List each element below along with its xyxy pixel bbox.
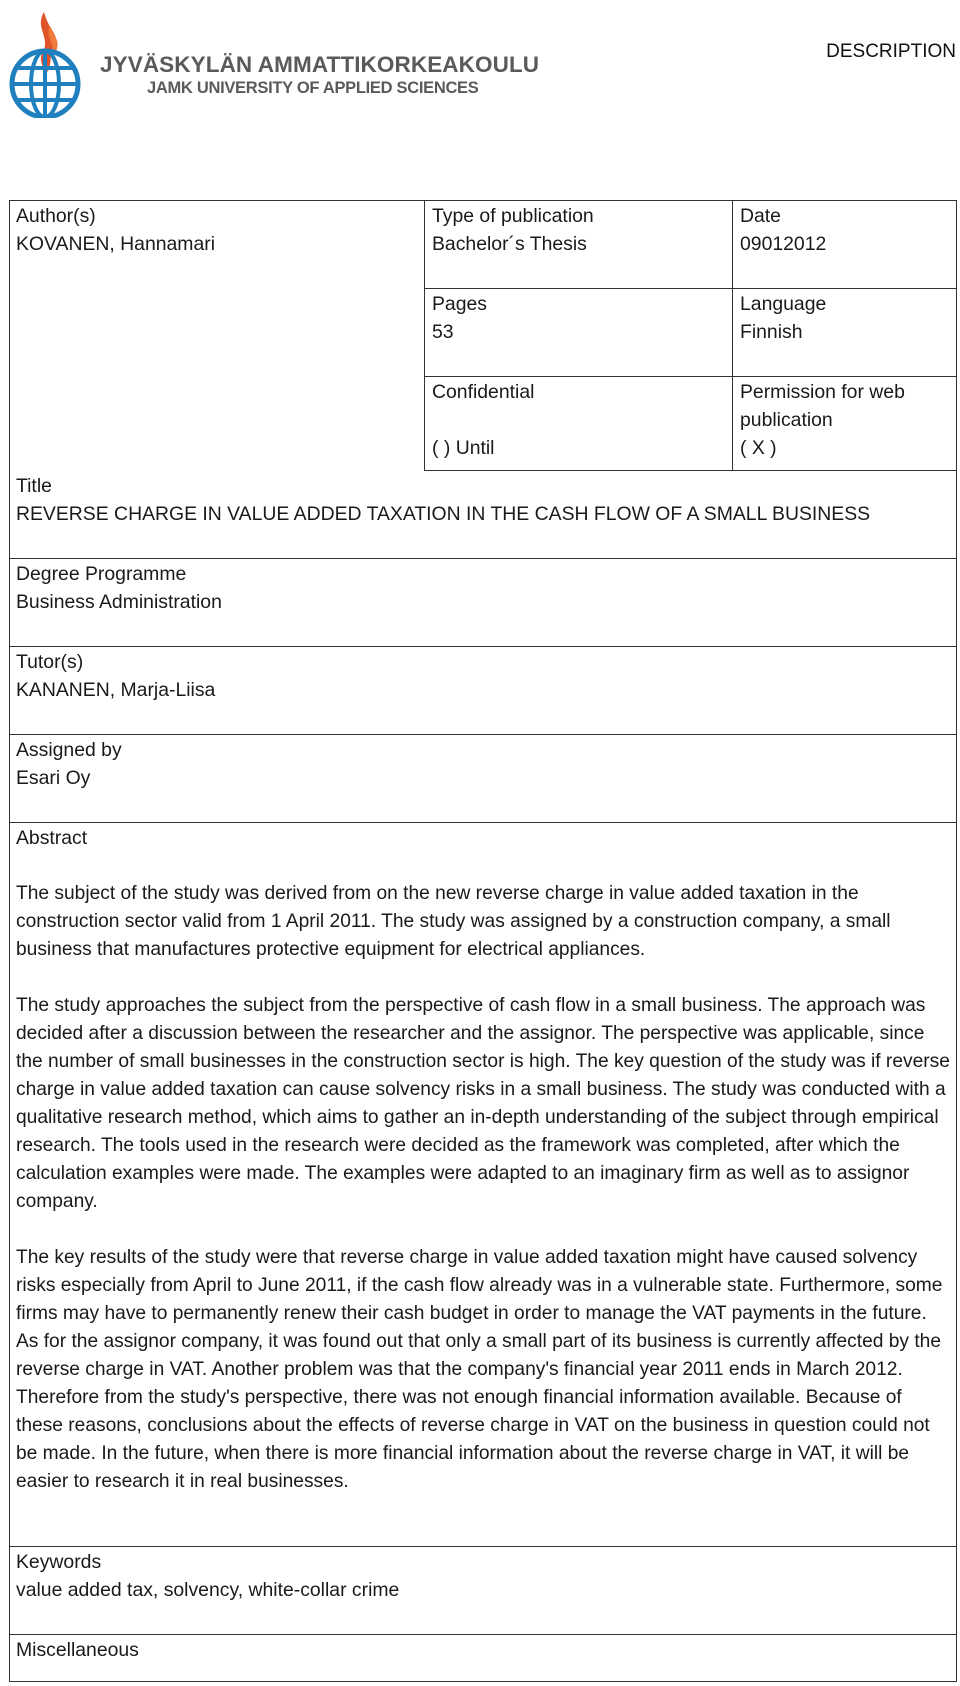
abstract-paragraph: The key results of the study were that reverse charge in value added taxation might have caused solvency risks especially from April to June 2011, if the cash flow already was in a vulnerable state. Furthermore, some firms may have to permanently renew their cash budget in order to manage the VAT payments in the future. As for the assignor company, it was found out that only a small part of its business is currently affected by the reverse charge in VAT. Another problem was that the company's financial year 2011 ends in March 2012. Therefore from the study's perspective, there was not enough financial information available. Because of these reasons, conclusions about the effects of reverse charge in VAT on the business in question could not be made. In the future, when there is more financial information about the reverse charge in VAT, it will be easier to research it in real businesses. — [16, 1247, 943, 1492]
institution-name-english: JAMK UNIVERSITY OF APPLIED SCIENCES — [147, 79, 479, 97]
publication-type-value: Bachelor´s Thesis — [432, 233, 587, 255]
authors-value: KOVANEN, Hannamari — [16, 233, 215, 255]
pages-cell — [424, 289, 732, 377]
tutors-value: KANANEN, Marja-Liisa — [16, 679, 216, 701]
divider — [10, 1634, 956, 1635]
divider — [10, 734, 956, 735]
degree-programme-label: Degree Programme — [16, 563, 187, 585]
title-label: Title — [16, 475, 52, 497]
keywords-label: Keywords — [16, 1551, 102, 1573]
miscellaneous-label: Miscellaneous — [16, 1639, 139, 1661]
description-form — [9, 200, 957, 1682]
institution-name: JYVÄSKYLÄN AMMATTIKORKEAKOULU — [100, 52, 540, 77]
keywords-value: value added tax, solvency, white-collar crime — [16, 1579, 400, 1601]
pages-value: 53 — [432, 321, 454, 343]
assigned-by-label: Assigned by — [16, 739, 122, 761]
document-type-label: DESCRIPTION — [826, 41, 956, 62]
confidential-label: Confidential — [432, 381, 535, 403]
language-cell — [732, 289, 956, 377]
divider — [10, 646, 956, 647]
date-cell — [732, 201, 956, 289]
tutors-label: Tutor(s) — [16, 651, 84, 673]
divider — [10, 558, 956, 559]
divider — [10, 1546, 956, 1547]
publication-type-cell — [424, 201, 732, 289]
confidential-cell — [424, 377, 732, 471]
divider — [10, 822, 956, 823]
confidential-value: ( ) Until — [432, 437, 495, 459]
abstract-label: Abstract — [16, 827, 88, 849]
web-permission-label-cont: publication — [740, 409, 833, 431]
jamk-logo-icon — [4, 8, 86, 118]
degree-programme-value: Business Administration — [16, 591, 222, 613]
web-permission-value: ( X ) — [740, 437, 777, 459]
title-value: REVERSE CHARGE IN VALUE ADDED TAXATION IN THE CASH FLOW OF A SMALL BUSINESS — [16, 503, 871, 525]
abstract-paragraph: The subject of the study was derived from on the new reverse charge in value added taxation in the construction sector valid from 1 April 2011. The study was assigned by a construction company, a small business that manufactures protective equipment for electrical appliances. — [16, 883, 891, 960]
assigned-by-value: Esari Oy — [16, 767, 91, 789]
web-permission-cell — [732, 377, 956, 471]
authors-label: Author(s) — [16, 205, 96, 227]
abstract-paragraph: The study approaches the subject from the perspective of cash flow in a small business. The approach was decided after a discussion between the researcher and the assignor. The perspective was applicable, since the number of small businesses in the construction sector is high. The key question of the study was if reverse charge in value added taxation can cause solvency risks in a small business. The study was conducted with a qualitative research method, which aims to gather an in-depth understanding of the subject through empirical research. The tools used in the research were decided as the framework was completed, after which the calculation examples were made. The examples were adapted to an imaginary firm as well as to assignor company. — [16, 995, 950, 1212]
date-label: Date — [740, 205, 781, 227]
web-permission-label: Permission for web — [740, 381, 905, 403]
date-value: 09012012 — [740, 233, 827, 255]
abstract-body — [16, 880, 951, 1524]
pages-label: Pages — [432, 293, 487, 315]
language-label: Language — [740, 293, 827, 315]
language-value: Finnish — [740, 321, 803, 343]
publication-type-label: Type of publication — [432, 205, 594, 227]
